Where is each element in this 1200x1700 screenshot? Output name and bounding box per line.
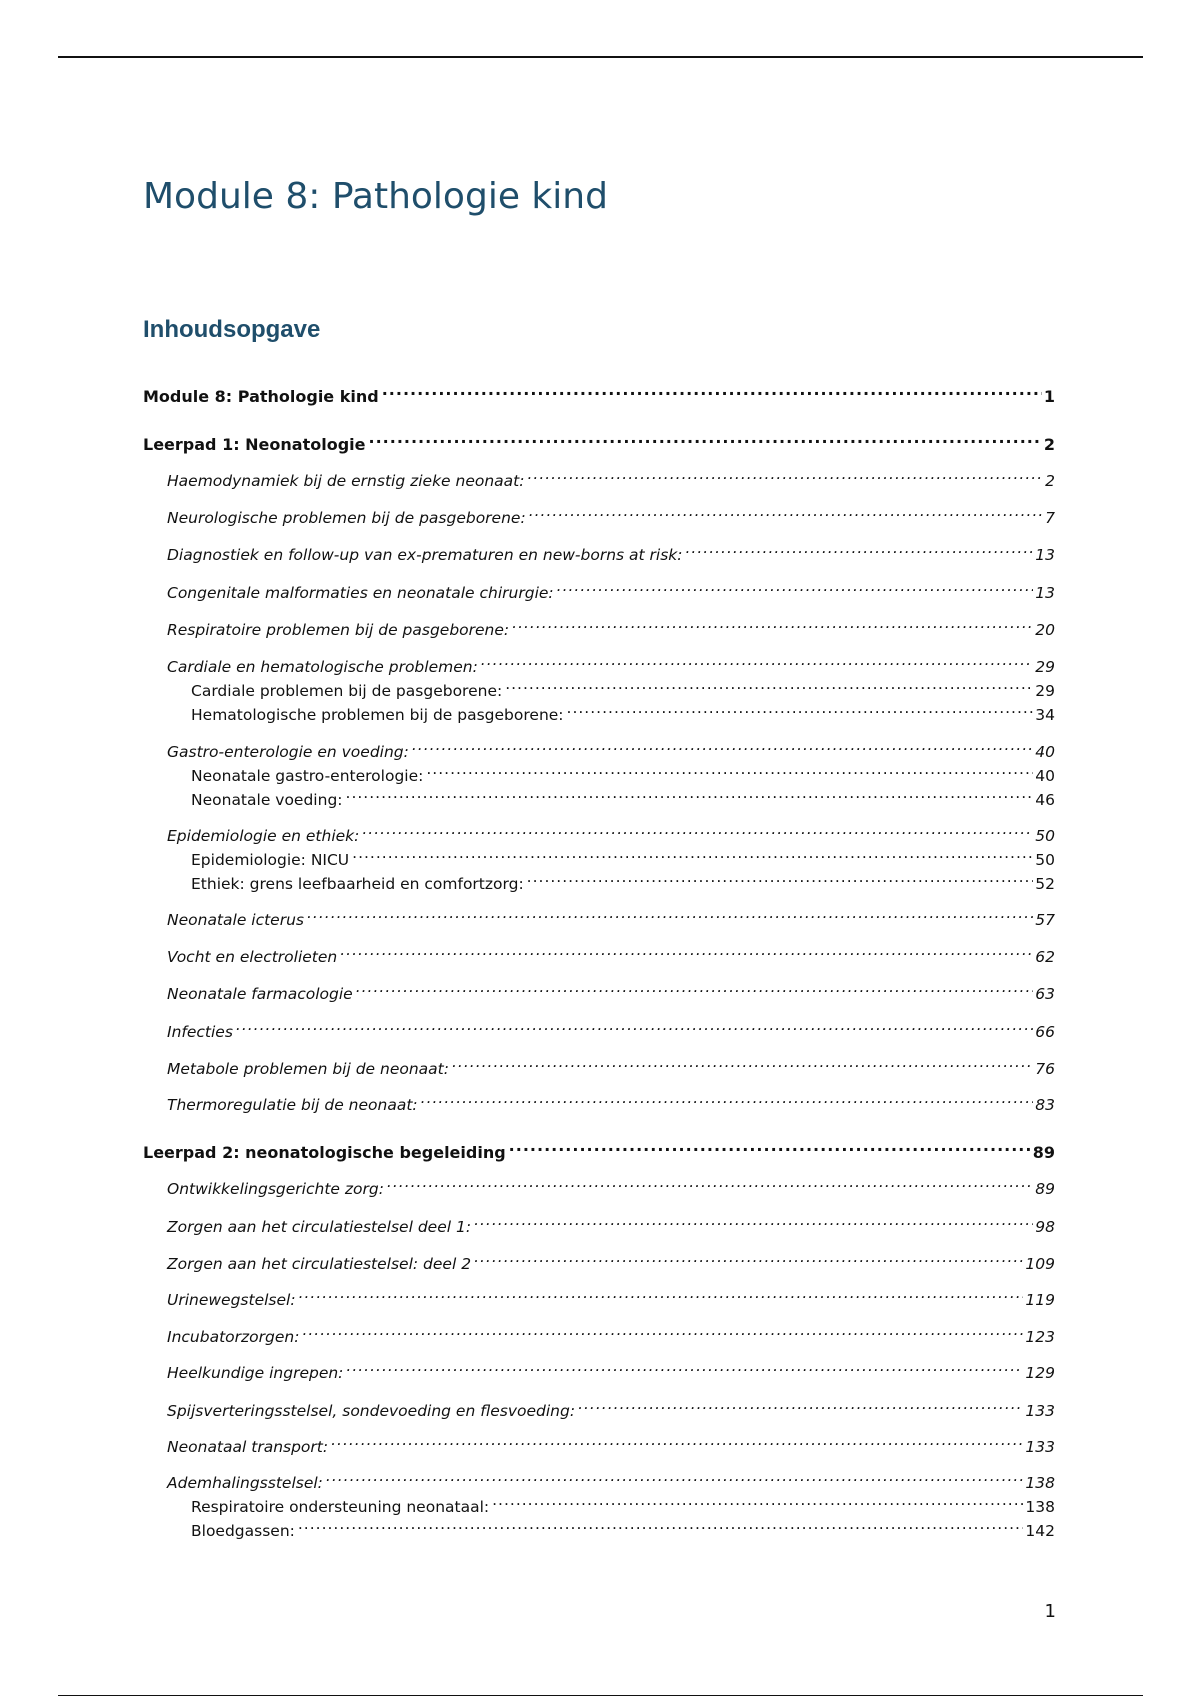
toc-dot-leader — [302, 1318, 1023, 1342]
toc-entry-page: 40 — [1035, 743, 1055, 761]
toc-entry[interactable] — [143, 1013, 1055, 1041]
toc-entry-page: 83 — [1035, 1096, 1055, 1114]
toc-entry-title: Ethiek: grens leefbaarheid en comfortzorg: — [191, 875, 524, 893]
toc-dot-leader — [346, 781, 1034, 805]
toc-dot-leader — [236, 1013, 1033, 1037]
toc-heading: Inhoudsopgave — [143, 316, 321, 343]
toc-dot-leader — [492, 1488, 1023, 1512]
toc-dot-leader — [352, 841, 1033, 865]
toc-entry-page: 50 — [1035, 851, 1055, 869]
toc-entry-title: Ontwikkelingsgerichte zorg: — [167, 1180, 384, 1198]
toc-entry[interactable] — [143, 536, 1055, 564]
toc-entry-title: Neurologische problemen bij de pasgeborene: — [167, 509, 526, 527]
toc-dot-leader — [356, 975, 1034, 999]
toc-entry-page: 34 — [1035, 706, 1055, 724]
toc-entry[interactable] — [143, 817, 1055, 845]
toc-entry[interactable] — [143, 1050, 1055, 1078]
toc-entry[interactable] — [143, 901, 1055, 929]
toc-entry[interactable] — [143, 938, 1055, 966]
toc-entry-title: Spijsverteringsstelsel, sondevoeding en flesvoeding: — [167, 1402, 576, 1420]
toc-entry-title: Diagnostiek en follow-up van ex-prematuren en new-borns at risk: — [167, 546, 683, 564]
toc-entry-title: Cardiale problemen bij de pasgeborene: — [191, 682, 503, 700]
toc-entry-page: 123 — [1025, 1328, 1055, 1346]
toc-entry-title: Congenitale malformaties en neonatale chirurgie: — [167, 584, 554, 602]
toc-dot-leader — [686, 536, 1034, 560]
toc-entry-title: Neonatale gastro-enterologie: — [191, 767, 424, 785]
toc-entry-title: Neonatale farmacologie — [167, 985, 353, 1003]
toc-dot-leader — [369, 426, 1042, 450]
toc-entry-title: Leerpad 2: neonatologische begeleiding — [143, 1143, 506, 1162]
toc-entry-title: Leerpad 1: Neonatologie — [143, 435, 366, 454]
toc-dot-leader — [326, 1464, 1024, 1488]
toc-dot-leader — [387, 1170, 1033, 1194]
toc-entry-page: 98 — [1035, 1218, 1055, 1236]
toc-dot-leader — [509, 1134, 1031, 1158]
toc-dot-leader — [362, 817, 1033, 841]
toc-entry-page: 66 — [1035, 1023, 1055, 1041]
toc-entry[interactable] — [143, 1170, 1055, 1198]
toc-entry-page: 142 — [1025, 1522, 1055, 1540]
toc-entry-page: 2 — [1043, 435, 1055, 454]
toc-entry[interactable] — [143, 1464, 1055, 1492]
toc-entry[interactable] — [143, 648, 1055, 676]
toc-dot-leader — [529, 499, 1043, 523]
toc-entry-page: 119 — [1025, 1291, 1055, 1309]
toc-entry-page: 50 — [1035, 827, 1055, 845]
document-title: Module 8: Pathologie kind — [143, 176, 608, 217]
toc-dot-leader — [331, 1428, 1023, 1452]
toc-entry-title: Heelkundige ingrepen: — [167, 1364, 344, 1382]
toc-entry[interactable] — [143, 426, 1055, 454]
toc-entry[interactable] — [143, 1392, 1055, 1420]
toc-entry-title: Epidemiologie en ethiek: — [167, 827, 360, 845]
toc-entry[interactable] — [143, 975, 1055, 1003]
toc-entry-page: 29 — [1035, 658, 1055, 676]
toc-entry-page: 138 — [1025, 1474, 1055, 1492]
toc-entry-title: Urinewegstelsel: — [167, 1291, 296, 1309]
toc-entry-title: Module 8: Pathologie kind — [143, 387, 379, 406]
toc-entry-title: Bloedgassen: — [191, 1522, 295, 1540]
toc-entry-page: 13 — [1035, 546, 1055, 564]
toc-entry-page: 76 — [1035, 1060, 1055, 1078]
toc-dot-leader — [527, 462, 1043, 486]
toc-entry[interactable] — [143, 1428, 1055, 1456]
footer-rule — [58, 1695, 1143, 1696]
toc-entry-page: 89 — [1032, 1143, 1055, 1162]
toc-entry-page: 7 — [1045, 509, 1055, 527]
toc-dot-leader — [299, 1281, 1024, 1305]
toc-dot-leader — [340, 938, 1033, 962]
toc-entry[interactable] — [143, 733, 1055, 761]
toc-entry-page: 1 — [1043, 387, 1055, 406]
toc-entry-page: 138 — [1025, 1498, 1055, 1516]
toc-dot-leader — [307, 901, 1033, 925]
toc-entry-title: Incubatorzorgen: — [167, 1328, 300, 1346]
toc-entry-page: 109 — [1025, 1255, 1055, 1273]
table-of-contents — [143, 378, 1055, 1540]
toc-entry[interactable] — [143, 1208, 1055, 1236]
toc-dot-leader — [527, 865, 1034, 889]
toc-entry[interactable] — [143, 1281, 1055, 1309]
toc-entry[interactable] — [143, 1245, 1055, 1273]
toc-entry[interactable] — [143, 1354, 1055, 1382]
toc-entry-title: Hematologische problemen bij de pasgeborene: — [191, 706, 564, 724]
toc-dot-leader — [382, 378, 1042, 402]
toc-dot-leader — [481, 648, 1033, 672]
toc-entry[interactable] — [143, 378, 1055, 406]
toc-dot-leader — [452, 1050, 1033, 1074]
toc-entry-page: 52 — [1035, 875, 1055, 893]
toc-dot-leader — [557, 574, 1034, 598]
toc-entry-page: 2 — [1045, 472, 1055, 490]
toc-entry-title: Cardiale en hematologische problemen: — [167, 658, 478, 676]
toc-dot-leader — [474, 1208, 1033, 1232]
toc-entry-page: 13 — [1035, 584, 1055, 602]
toc-dot-leader — [512, 611, 1033, 635]
toc-entry-page: 46 — [1035, 791, 1055, 809]
toc-entry-title: Metabole problemen bij de neonaat: — [167, 1060, 449, 1078]
toc-entry-title: Gastro-enterologie en voeding: — [167, 743, 409, 761]
toc-entry[interactable] — [143, 462, 1055, 490]
toc-entry[interactable] — [143, 1086, 1055, 1114]
toc-entry-title: Infecties — [167, 1023, 233, 1041]
toc-entry-title: Vocht en electrolieten — [167, 948, 338, 966]
toc-dot-leader — [421, 1086, 1034, 1110]
toc-entry-page: 133 — [1025, 1438, 1055, 1456]
toc-dot-leader — [505, 672, 1033, 696]
toc-entry-title: Zorgen aan het circulatiestelsel deel 1: — [167, 1218, 472, 1236]
toc-entry-title: Haemodynamiek bij de ernstig zieke neonaat: — [167, 472, 525, 490]
toc-entry-title: Respiratoire ondersteuning neonataal: — [191, 1498, 490, 1516]
toc-entry-page: 40 — [1035, 767, 1055, 785]
toc-entry-title: Zorgen aan het circulatiestelsel: deel 2 — [167, 1255, 472, 1273]
toc-entry[interactable] — [143, 574, 1055, 602]
toc-dot-leader — [474, 1245, 1023, 1269]
toc-dot-leader — [426, 757, 1033, 781]
toc-entry-title: Respiratoire problemen bij de pasgeborene: — [167, 621, 510, 639]
toc-entry[interactable] — [143, 611, 1055, 639]
toc-entry[interactable] — [143, 1318, 1055, 1346]
toc-entry[interactable] — [143, 499, 1055, 527]
toc-entry-page: 129 — [1025, 1364, 1055, 1382]
toc-entry[interactable] — [143, 1134, 1055, 1162]
toc-dot-leader — [567, 696, 1034, 720]
toc-entry-page: 57 — [1035, 911, 1055, 929]
toc-entry-page: 29 — [1035, 682, 1055, 700]
toc-entry-title: Neonatale voeding: — [191, 791, 343, 809]
toc-entry-title: Neonatale icterus — [167, 911, 304, 929]
toc-entry-page: 89 — [1035, 1180, 1055, 1198]
toc-entry-page: 63 — [1035, 985, 1055, 1003]
header-rule — [58, 56, 1143, 58]
toc-entry-title: Epidemiologie: NICU — [191, 851, 350, 869]
toc-dot-leader — [578, 1392, 1023, 1416]
page-number: 1 — [1044, 1601, 1056, 1622]
toc-entry-title: Thermoregulatie bij de neonaat: — [167, 1096, 418, 1114]
toc-entry-page: 62 — [1035, 948, 1055, 966]
toc-dot-leader — [298, 1512, 1024, 1536]
toc-entry-title: Ademhalingsstelsel: — [167, 1474, 323, 1492]
toc-dot-leader — [346, 1354, 1023, 1378]
toc-entry-title: Neonataal transport: — [167, 1438, 329, 1456]
toc-entry-page: 133 — [1025, 1402, 1055, 1420]
toc-entry-page: 20 — [1035, 621, 1055, 639]
toc-dot-leader — [412, 733, 1033, 757]
